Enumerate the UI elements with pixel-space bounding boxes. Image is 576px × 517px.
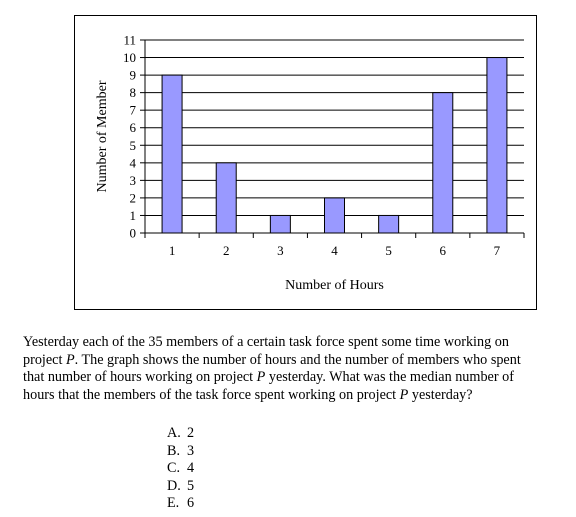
y-tick-label: 4	[129, 155, 136, 171]
y-tick-label: 5	[129, 137, 136, 153]
y-tick-label: 6	[129, 120, 136, 136]
question-line-3-end: yesterday. What was the median number of	[265, 369, 514, 385]
question-line-4	[23, 387, 563, 405]
bar	[325, 198, 345, 233]
question-line-1: Yesterday each of the 35 members of a certain task force spent some time working on	[23, 334, 509, 350]
bar	[487, 58, 507, 233]
project-p: P	[65, 351, 75, 368]
choice-value: 6	[187, 495, 195, 511]
choice-letter: E.	[167, 495, 180, 511]
x-tick-label: 2	[222, 243, 230, 258]
question-text	[23, 334, 563, 404]
question-line-3-start: that number of hours working on project	[23, 369, 257, 385]
bar-chart	[75, 16, 538, 311]
x-tick-label: 5	[385, 243, 392, 258]
y-tick-label: 9	[129, 67, 136, 83]
y-tick-label: 10	[123, 50, 136, 66]
question-line-2	[23, 352, 563, 370]
x-tick-label: 4	[331, 243, 338, 258]
bar	[433, 93, 453, 233]
choice-letter: A.	[167, 425, 181, 441]
choice-d[interactable]	[167, 478, 194, 496]
question-line-4-end: yesterday?	[408, 386, 473, 403]
choice-letter: C.	[167, 460, 181, 476]
project-p: P	[399, 386, 409, 403]
x-axis-title: Number of Hours	[285, 278, 384, 293]
choice-e[interactable]	[167, 495, 194, 513]
bar	[270, 215, 290, 233]
x-tick-label: 7	[493, 243, 501, 258]
y-tick-label: 11	[123, 32, 136, 48]
y-tick-label: 8	[129, 85, 136, 101]
project-p: P	[256, 369, 266, 385]
choice-c[interactable]	[167, 460, 194, 478]
chart-frame	[74, 15, 537, 310]
question-line-2-end: . The graph shows the number of hours and the number of members who spent	[74, 351, 521, 368]
bar	[379, 215, 399, 233]
answer-choices	[167, 425, 194, 513]
question-line-4-start: hours that the members of the task force spent working on project	[23, 386, 400, 403]
question-line-3	[23, 369, 563, 387]
choice-value: 2	[187, 425, 195, 441]
y-tick-label: 2	[129, 190, 136, 206]
y-tick-label: 0	[129, 225, 136, 241]
y-tick-label: 3	[129, 172, 136, 188]
choice-a[interactable]	[167, 425, 194, 443]
y-tick-label: 7	[129, 102, 136, 118]
choice-value: 3	[187, 442, 195, 459]
choice-b[interactable]	[167, 443, 194, 461]
y-axis-title: Number of Member	[95, 80, 110, 193]
x-tick-label: 1	[168, 243, 176, 258]
bar	[162, 75, 182, 233]
choice-letter: B.	[167, 442, 181, 459]
choice-value: 5	[187, 477, 195, 494]
choice-letter: D.	[167, 477, 181, 494]
x-tick-label: 6	[439, 243, 447, 258]
choice-value: 4	[187, 460, 195, 476]
y-tick-label: 1	[129, 207, 136, 223]
question-line-2-start: project	[23, 351, 66, 368]
x-tick-label: 3	[277, 243, 284, 258]
bar	[216, 163, 236, 233]
